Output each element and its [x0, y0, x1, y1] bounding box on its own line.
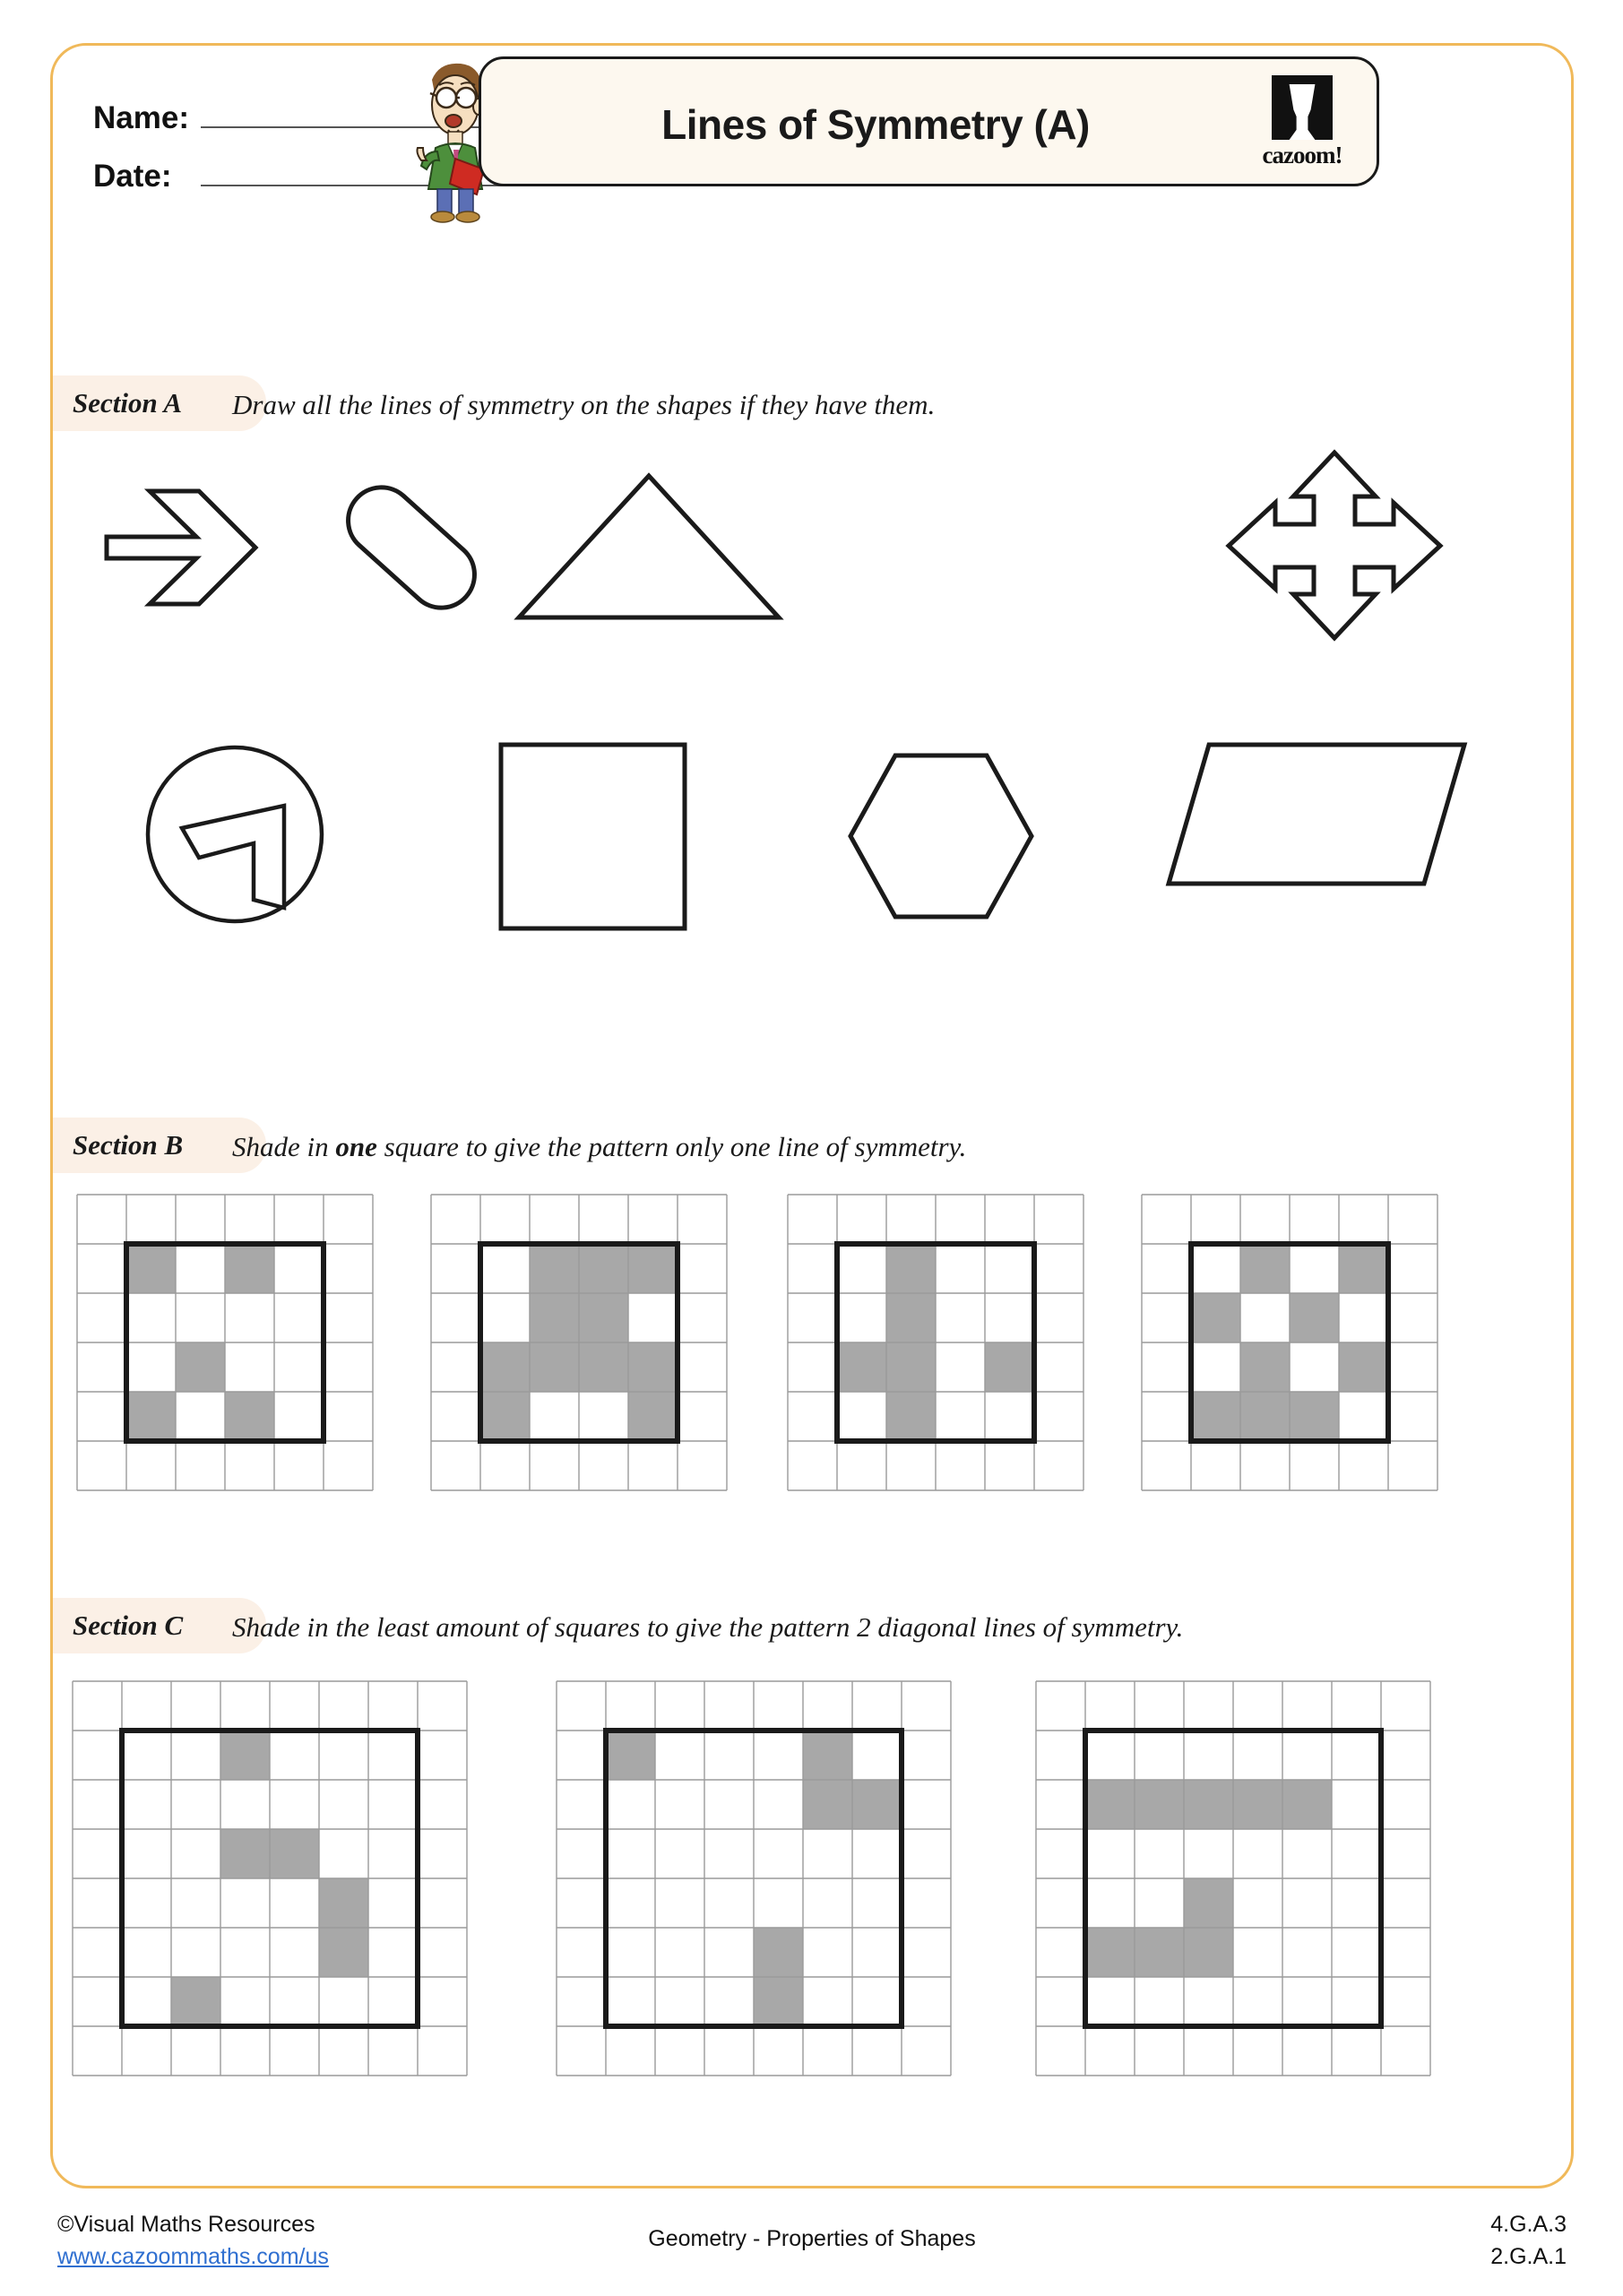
section-b-grid-4[interactable] [1140, 1193, 1439, 1492]
circle-with-bent-arrow-shape [134, 727, 340, 933]
standard-code-2: 2.G.A.1 [1490, 2244, 1567, 2269]
worksheet-footer [50, 2206, 1574, 2296]
instruction-text: Shade in [232, 1131, 336, 1162]
square-shape [492, 736, 716, 942]
section-a-tag: Section A [53, 375, 266, 431]
instruction-text: Shade in the least amount of squares to give the pattern 2 diagonal lines of symmetry. [232, 1611, 1184, 1643]
instruction-text: square to give the pattern only one line of symmetry. [376, 1131, 967, 1162]
cazoom-vase-logo-icon [1253, 75, 1351, 176]
section-c-grid-3[interactable] [1034, 1679, 1432, 2077]
instruction-emphasis: one [335, 1131, 377, 1162]
section-b-tag: Section B [53, 1118, 266, 1173]
footer-topic: Geometry - Properties of Shapes [648, 2226, 976, 2251]
worksheet-header [53, 46, 1576, 315]
section-c-grid-1[interactable] [71, 1679, 469, 2077]
four-way-arrow-shape [1209, 440, 1460, 651]
footer-standards [1490, 2208, 1567, 2273]
instruction-text: Draw all the lines of symmetry on the shapes if they have them. [232, 389, 936, 420]
section-c-instruction [232, 1611, 1183, 1644]
hexagon-shape [842, 745, 1048, 937]
parallelogram-shape [1155, 731, 1478, 911]
website-link[interactable]: www.cazoommaths.com/us [57, 2244, 329, 2269]
date-label: Date: [93, 159, 172, 194]
isosceles-triangle-shape [501, 458, 797, 637]
page-title: Lines of Symmetry (A) [661, 100, 1090, 148]
copyright-text: ©Visual Maths Resources [57, 2212, 315, 2237]
logo-mark [1272, 75, 1333, 140]
section-b-grid-3[interactable] [786, 1193, 1085, 1492]
worksheet-title-box [479, 56, 1379, 186]
logo-wordmark: cazoom! [1262, 142, 1342, 168]
section-a-instruction [232, 389, 935, 421]
section-b-instruction [232, 1131, 966, 1163]
section-b-grid-1[interactable] [75, 1193, 375, 1492]
section-b-grid-2[interactable] [429, 1193, 729, 1492]
section-c-tag: Section C [53, 1598, 266, 1653]
name-label: Name: [93, 100, 189, 135]
section-c-grid-2[interactable] [555, 1679, 953, 2077]
double-chevron-arrow-right-shape [98, 458, 304, 637]
logo-vase-shape [1284, 84, 1320, 140]
rotated-stadium-shape [313, 453, 510, 642]
standard-code-1: 4.G.A.3 [1490, 2212, 1567, 2237]
worksheet-page-frame [50, 43, 1574, 2188]
